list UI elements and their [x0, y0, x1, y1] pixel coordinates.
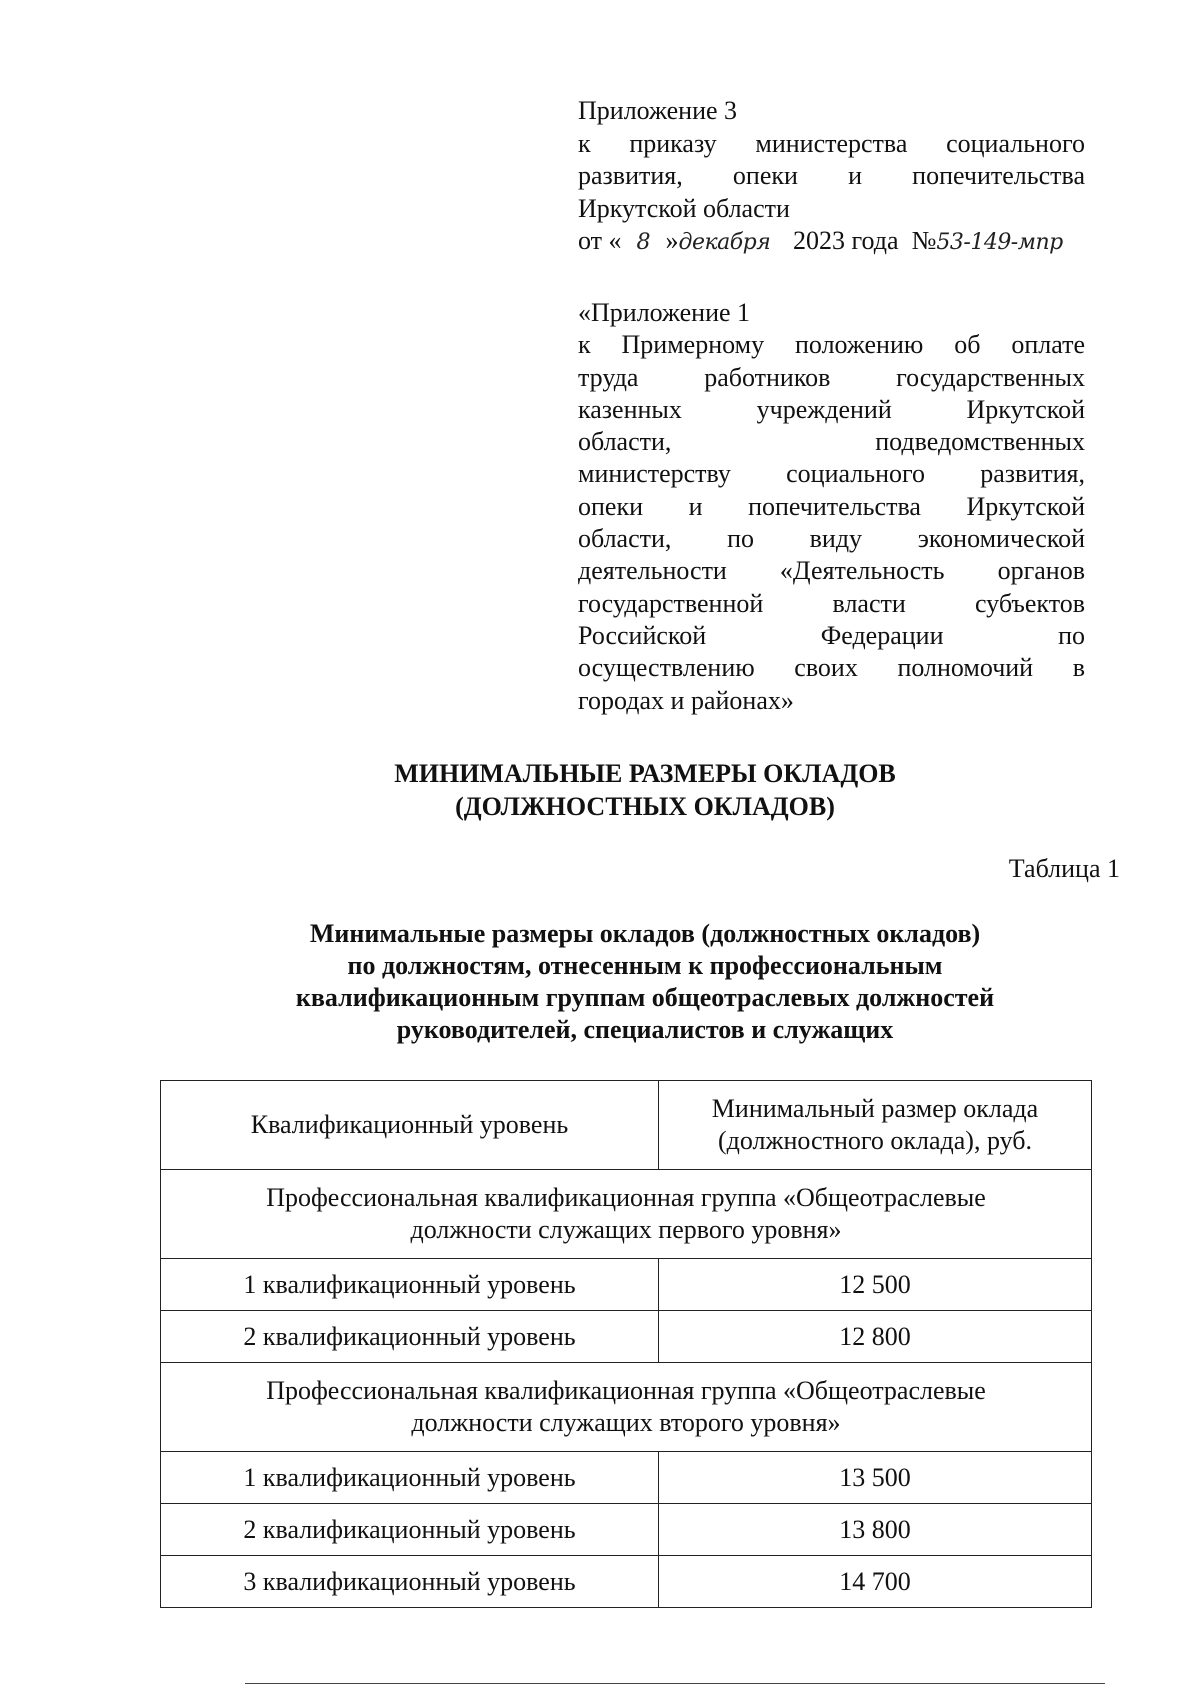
- level-cell: 2 квалификационный уровень: [161, 1311, 659, 1363]
- document-title: [0, 757, 1200, 823]
- table-header-row: [161, 1081, 1092, 1170]
- table-row: [161, 1452, 1092, 1504]
- table-title-line: руководителей, специалистов и служащих: [396, 1015, 894, 1044]
- appendix-line: министерству социального развития,: [578, 459, 1085, 489]
- annex-title: Приложение 3: [578, 96, 738, 125]
- page-bottom-rule: [245, 1683, 1105, 1684]
- group-row: [161, 1363, 1092, 1452]
- appendix-line: труда работников государственных: [578, 362, 1085, 392]
- amount-cell: 12 500: [659, 1259, 1092, 1311]
- amount-cell: 14 700: [659, 1556, 1092, 1608]
- amount-cell: 12 800: [659, 1311, 1092, 1363]
- order-line: развития, опеки и попечительства: [578, 161, 1085, 190]
- order-date-line: [578, 225, 1085, 260]
- appendix-line: опеки и попечительства Иркутской: [578, 491, 1085, 521]
- level-cell: 2 квалификационный уровень: [161, 1504, 659, 1556]
- order-region: Иркутской области: [578, 193, 790, 223]
- group-title: [161, 1363, 1092, 1452]
- group-title-line: должности служащих первого уровня»: [410, 1215, 842, 1244]
- appendix-line: осуществлению своих полномочий в: [578, 653, 1085, 683]
- appendix-line: государственной власти субъектов: [578, 588, 1085, 618]
- amount-cell: 13 500: [659, 1452, 1092, 1504]
- appendix-line: деятельности «Деятельность органов: [578, 556, 1085, 586]
- level-cell: 3 квалификационный уровень: [161, 1556, 659, 1608]
- amount-cell: 13 800: [659, 1504, 1092, 1556]
- header-amount-line: Минимальный размер оклада: [711, 1094, 1039, 1123]
- handwritten-order-number: 53-149-мпр: [936, 230, 1063, 255]
- title-line: МИНИМАЛЬНЫЕ РАЗМЕРЫ ОКЛАДОВ: [394, 759, 896, 788]
- table-title-line: Минимальные размеры окладов (должностных окладов): [309, 919, 981, 948]
- appendix-line: области, подведомственных: [578, 427, 1085, 457]
- header-level: Квалификационный уровень: [161, 1081, 659, 1170]
- appendix-line: казенных учреждений Иркутской: [578, 394, 1085, 424]
- appendix-line: к Примерному положению об оплате: [578, 330, 1085, 360]
- table-row: [161, 1556, 1092, 1608]
- table-row: [161, 1504, 1092, 1556]
- appendix-reference: [578, 297, 1085, 717]
- level-cell: 1 квалификационный уровень: [161, 1452, 659, 1504]
- appendix-first-line: «Приложение 1: [578, 298, 751, 327]
- header-amount: [659, 1081, 1092, 1170]
- title-line: (ДОЛЖНОСТНЫХ ОКЛАДОВ): [455, 792, 835, 821]
- group-title-line: Профессиональная квалификационная группа «Общеотраслевые: [266, 1376, 986, 1405]
- table-title-line: квалификационным группам общеотраслевых должностей: [295, 983, 995, 1012]
- table-row: [161, 1259, 1092, 1311]
- appendix-line: Российской Федерации по: [578, 620, 1085, 650]
- group-title: [161, 1170, 1092, 1259]
- group-title-line: должности служащих второго уровня»: [411, 1408, 841, 1437]
- appendix-line: области, по виду экономической: [578, 524, 1085, 554]
- appendix-last-line: городах и районах»: [578, 685, 794, 715]
- handwritten-day: 8: [636, 230, 651, 255]
- date-year: 2023 года: [793, 226, 899, 255]
- table-title-line: по должностям, отнесенным к профессиональным: [347, 951, 943, 980]
- number-label: №: [911, 226, 937, 255]
- date-prefix: от «: [578, 226, 622, 255]
- date-mid: »: [665, 226, 679, 255]
- header-amount-line: (должностного оклада), руб.: [718, 1126, 1032, 1155]
- group-title-line: Профессиональная квалификационная группа «Общеотраслевые: [266, 1183, 986, 1212]
- salary-table: [160, 1080, 1092, 1608]
- order-header: [578, 95, 1085, 260]
- table-label: Таблица 1: [1008, 854, 1120, 883]
- table-row: [161, 1311, 1092, 1363]
- group-row: [161, 1170, 1092, 1259]
- order-line: к приказу министерства социального: [578, 128, 1085, 158]
- table-title: [0, 918, 1200, 1046]
- level-cell: 1 квалификационный уровень: [161, 1259, 659, 1311]
- handwritten-month: декабря: [678, 230, 771, 255]
